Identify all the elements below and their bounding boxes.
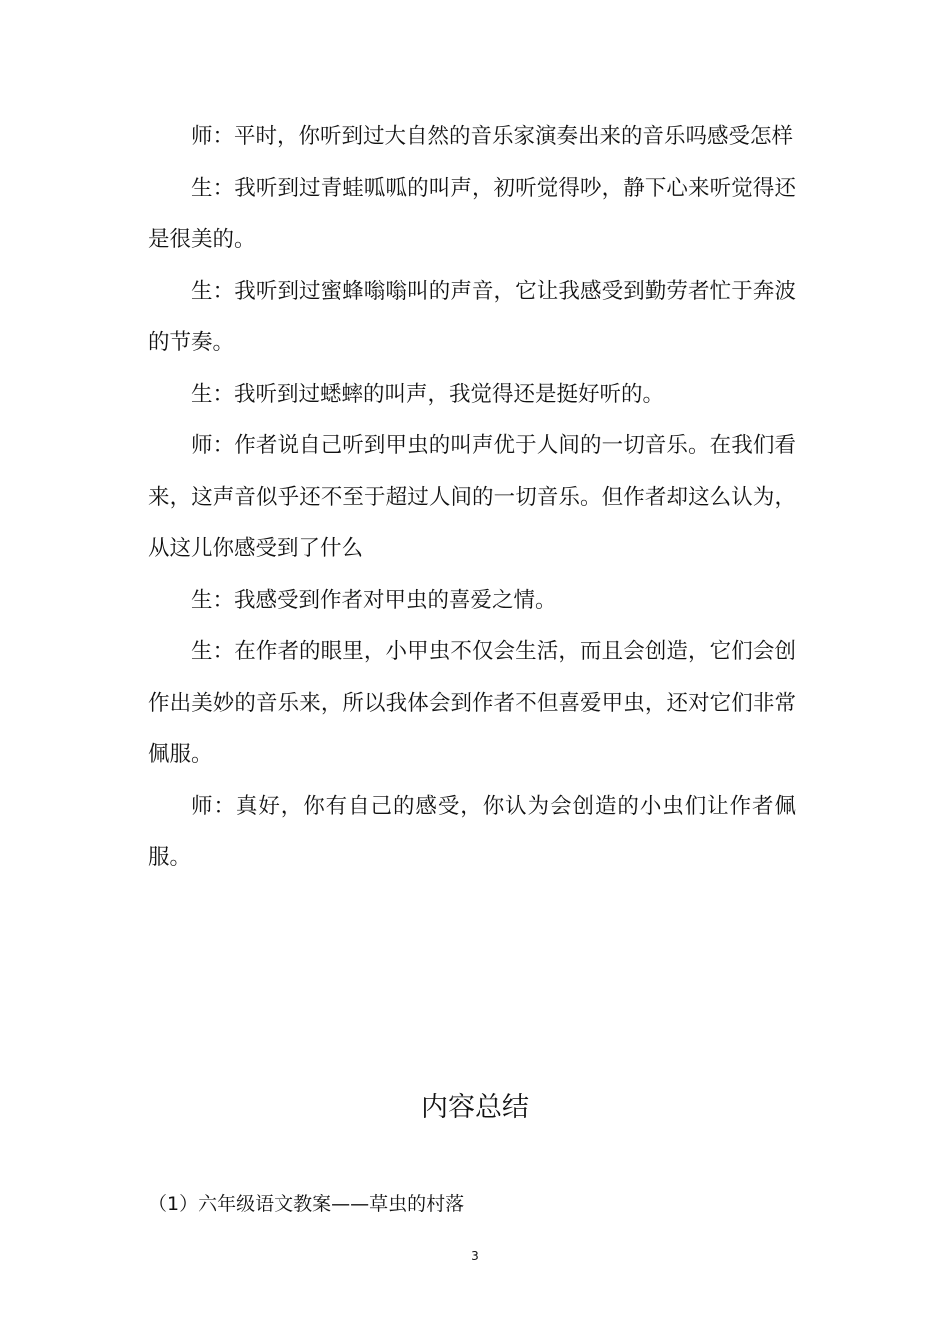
summary-heading: 内容总结 — [421, 1092, 529, 1123]
paragraph-student-answer: 生：我感受到作者对甲虫的喜爱之情。 — [191, 587, 557, 613]
paragraph-student-answer: 生：我听到过青蛙呱呱的叫声，初听觉得吵，静下心来听觉得还是很美的。 — [148, 175, 796, 252]
paragraph-teacher-question: 师：作者说自己听到甲虫的叫声优于人间的一切音乐。在我们看来，这声音似乎还不至于超过人间的一切音乐。但作者却这么认为，从这儿你感受到了什么 — [148, 433, 796, 561]
page-number: 3 — [471, 1249, 479, 1263]
dialogue-section — [148, 111, 796, 884]
paragraph-student-answer: 生：我听到过蟋蟀的叫声，我觉得还是挺好听的。 — [191, 381, 665, 407]
paragraph-teacher-question: 师：平时，你听到过大自然的音乐家演奏出来的音乐吗感受怎样 — [191, 124, 794, 149]
paragraph-student-answer: 生：我听到过蜜蜂嗡嗡叫的声音，它让我感受到勤劳者忙于奔波的节奏。 — [148, 278, 796, 355]
paragraph-teacher-comment: 师：真好，你有自己的感受，你认为会创造的小虫们让作者佩服。 — [148, 793, 796, 870]
paragraph-student-answer: 生：在作者的眼里，小甲虫不仅会生活，而且会创造，它们会创作出美妙的音乐来，所以我体会到作者不但喜爱甲虫，还对它们非常佩服。 — [148, 639, 796, 767]
summary-item: （1）六年级语文教案——草虫的村落 — [148, 1193, 465, 1215]
